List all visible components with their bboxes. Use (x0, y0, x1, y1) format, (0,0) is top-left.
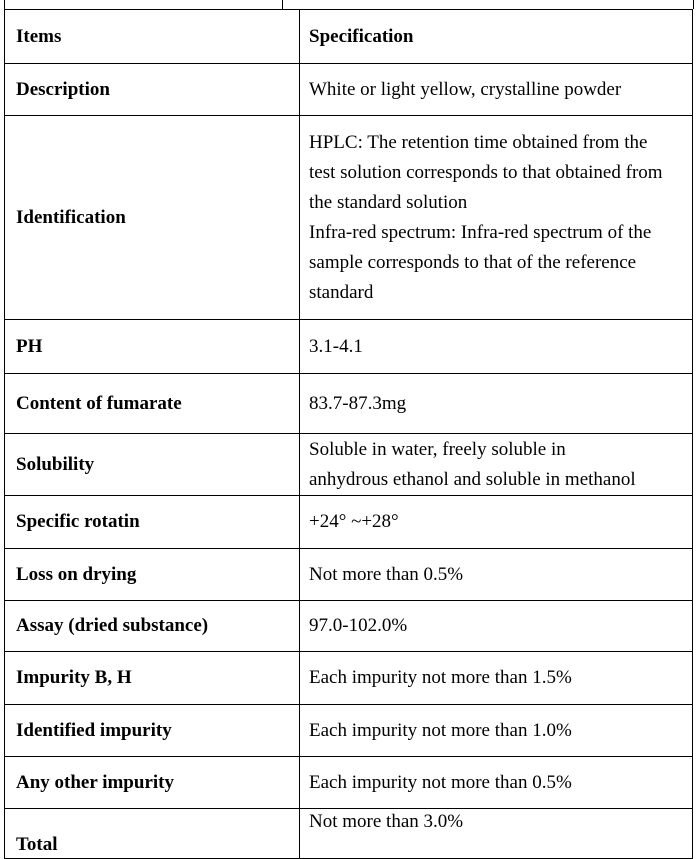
spec-line: Each impurity not more than 1.5% (309, 667, 572, 688)
header-items: Items (5, 10, 300, 64)
table-row (5, 496, 693, 549)
spec-line: 97.0-102.0% (309, 615, 408, 636)
spec-line: the standard solution (309, 191, 468, 213)
row-item-label: Identification (5, 116, 300, 320)
table-row (5, 434, 693, 496)
row-item-label: Loss on drying (5, 549, 300, 601)
row-spec-value (300, 549, 693, 601)
spec-line: Infra-red spectrum: Infra-red spectrum of the (309, 221, 652, 243)
spec-line: test solution corresponds to that obtained from (309, 161, 663, 183)
row-item-label: Impurity B, H (5, 652, 300, 705)
spec-line: Each impurity not more than 0.5% (309, 771, 572, 793)
table-row (5, 809, 693, 859)
spec-line: Soluble in water, freely soluble in (309, 438, 566, 460)
spec-line: 83.7-87.3mg (309, 392, 407, 414)
row-spec-value (300, 601, 693, 652)
row-item-label: PH (5, 320, 300, 374)
table-row (5, 549, 693, 601)
row-spec-value (300, 320, 693, 374)
row-item-label: Solubility (5, 434, 300, 496)
spec-line: +24° ~+28° (309, 511, 399, 532)
spec-line: anhydrous ethanol and soluble in methanol (309, 468, 636, 490)
row-spec-value (300, 809, 693, 859)
table-row (5, 64, 693, 116)
row-item-label: Identified impurity (5, 705, 300, 757)
row-spec-value (300, 757, 693, 809)
row-spec-value (300, 652, 693, 705)
spec-line: Not more than 0.5% (309, 563, 464, 585)
spec-line: standard (309, 281, 374, 303)
spec-line: Each impurity not more than 1.0% (309, 719, 572, 741)
spec-line: 3.1-4.1 (309, 335, 363, 357)
spec-line: Not more than 3.0% (309, 811, 464, 832)
header-specification: Specification (300, 10, 693, 64)
spec-line: HPLC: The retention time obtained from the (309, 131, 648, 153)
row-spec-value (300, 64, 693, 116)
spec-line: White or light yellow, crystalline powder (309, 78, 622, 100)
row-item-label: Description (5, 64, 300, 116)
table-top-edge-right (693, 0, 694, 9)
table-header-row (5, 10, 693, 64)
table-row (5, 757, 693, 809)
row-item-label: Content of fumarate (5, 374, 300, 434)
row-spec-value (300, 374, 693, 434)
table-top-edge-left (4, 0, 5, 9)
table-row (5, 601, 693, 652)
row-spec-value (300, 705, 693, 757)
table-row (5, 705, 693, 757)
row-spec-value (300, 116, 693, 320)
row-item-label: Assay (dried substance) (5, 601, 300, 652)
table-row (5, 320, 693, 374)
specification-table (4, 9, 693, 859)
table-top-edge-mid (282, 0, 283, 9)
table-row (5, 652, 693, 705)
table-row (5, 116, 693, 320)
row-item-label: Any other impurity (5, 757, 300, 809)
table-row (5, 374, 693, 434)
row-spec-value (300, 434, 693, 496)
row-item-label: Total (5, 809, 300, 859)
spec-line: sample corresponds to that of the reference (309, 251, 637, 273)
row-spec-value (300, 496, 693, 549)
row-item-label: Specific rotatin (5, 496, 300, 549)
